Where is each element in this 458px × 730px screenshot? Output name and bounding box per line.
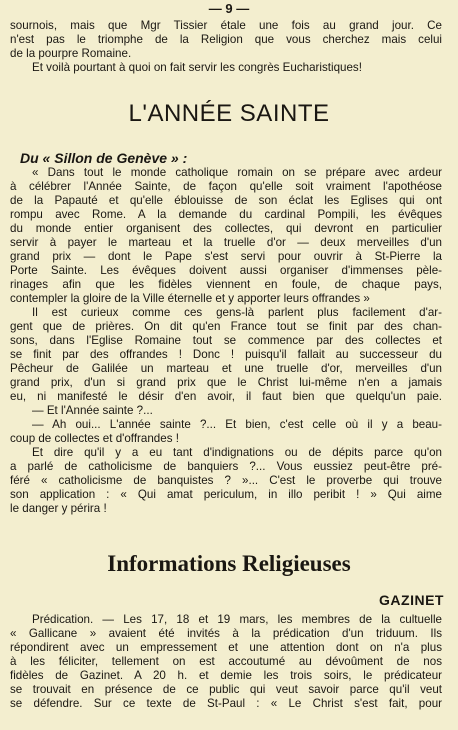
section-title-informations-religieuses: Informations Religieuses xyxy=(107,551,351,576)
intro-paragraph xyxy=(10,19,442,75)
page-number: — 9 — xyxy=(208,1,250,16)
text-line: eu, ni manifesté le désir d'en avoir, il faut bien que quelqu'un paie. xyxy=(10,390,442,403)
article-body-gazinet xyxy=(10,613,442,711)
text-line: Et dire qu'il y a eu tant d'indignations ou de dépits parce qu'on xyxy=(32,446,442,459)
text-line: à célébrer l'Année Sainte, de façon qu'elle soit vraiment l'apothéose xyxy=(10,180,442,193)
text-line: de la pourpre Romaine. xyxy=(10,47,132,60)
text-line: Pêcheur de Galilée un marteau et une truelle d'or, merveilles d'un xyxy=(10,362,442,375)
subsection-title-gazinet: GAZINET xyxy=(379,592,444,608)
text-line: féré « catholicisme de banquistes ? »... C'est le proverbe qui trouve xyxy=(10,474,442,487)
text-line: gent que de prières. On dit qu'en France tout se finit par des chan- xyxy=(10,320,442,333)
text-line: son application : « Qui amat periculum, in illo peribit ! » Qui aime xyxy=(10,488,442,501)
text-line: Et voilà pourtant à quoi on fait servir les congrès Eucharistiques! xyxy=(32,61,362,74)
text-line: — Et l'Année sainte ?... xyxy=(32,404,153,417)
text-line: sournois, mais que Mgr Tissier étale une fois au grand jour. Ce xyxy=(10,19,442,32)
text-line: n'est pas le triomphe de la Religion que vous cherchez mais celui xyxy=(10,33,442,46)
article-body-annee-sainte xyxy=(10,166,442,516)
text-line: le danger y périra ! xyxy=(10,502,107,515)
text-line: répondirent avec un empressement et une attention dont on n'a plus xyxy=(10,641,442,654)
text-line: du monde entier organisent des collectes, qui devront en particulier xyxy=(10,222,442,235)
text-line: à les féliciter, tellement on est accoutumé au dévoûment de nos xyxy=(10,655,442,668)
text-line: rompu avec Rome. A la demande du cardinal Pompili, les évêques xyxy=(10,208,442,221)
text-line: contempler la gloire de la Ville éternelle et y apporter leurs offrandes » xyxy=(10,292,370,305)
text-line: Il est curieux comme ces gens-là parlent plus facilement d'ar- xyxy=(32,306,442,319)
text-line: de la Papauté et qu'elle éblouisse de son éclat les Eglises qui ont xyxy=(10,194,442,207)
source-attribution: Du « Sillon de Genève » : xyxy=(20,150,188,166)
text-line: se finit par des offrandes ! Donc ! puisqu'il fallait au successeur du xyxy=(10,348,442,361)
text-line: Porte Sainte. Les évêques doivent aussi organiser d'immenses pèle- xyxy=(10,264,442,277)
text-line: sons, dans l'Eglise Romaine tout se commence par des collectes et xyxy=(10,334,442,347)
text-line: rinages afin que les fidèles viennent en foule, de chaque pays, xyxy=(10,278,442,291)
text-line: se défendre. Sur ce texte de St-Paul : « Le Christ s'est fait, pour xyxy=(10,697,442,710)
section-title-annee-sainte: L'ANNÉE SAINTE xyxy=(128,100,330,127)
text-line: — Ah oui... L'année sainte ?... Et bien, c'est celle où il y a beau- xyxy=(32,418,442,431)
text-line: Prédication. — Les 17, 18 et 19 mars, les membres de la cultuelle xyxy=(32,613,442,626)
text-line: grand prix, d'un si grand prix que le Christ lui-même n'en a jamais xyxy=(10,376,442,389)
text-line: « Dans tout le monde catholique romain on se prépare avec ardeur xyxy=(32,166,442,179)
text-line: « Gallicane » avaient été invités à la prédication d'un triduum. Ils xyxy=(10,627,442,640)
text-line: fidèles de Gazinet. A 20 h. et demie les trois soirs, le prédicateur xyxy=(10,669,442,682)
text-line: servir à payer le marteau et la truelle d'or — deux merveilles d'un xyxy=(10,236,442,249)
text-line: a parlé de catholicisme de banquiers ?... Vous eussiez peut-être pré- xyxy=(10,460,442,473)
text-line: grand prix — dont le Pape s'est servi pour ouvrir à St-Pierre la xyxy=(10,250,442,263)
text-line: coup de collectes et d'offrandes ! xyxy=(10,432,179,445)
text-line: se trouvait en présence de ce public qui veut savoir parce qu'il veut xyxy=(10,683,442,696)
